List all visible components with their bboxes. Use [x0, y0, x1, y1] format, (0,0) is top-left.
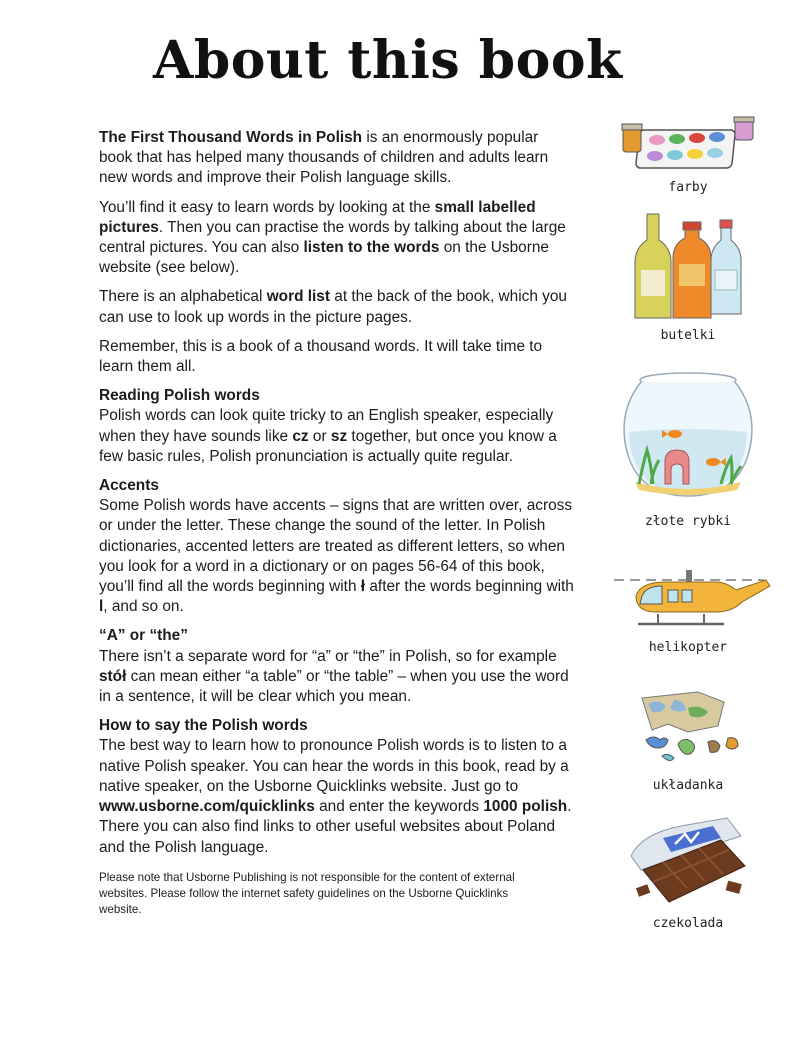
- articles-paragraph: [99, 647, 574, 708]
- text: or: [308, 427, 331, 445]
- text: together, but once you know a few basic rules, Polish pronunciation is actually quite regular.: [99, 427, 557, 465]
- fishbowl-icon: [613, 372, 763, 502]
- safety-note: Please note that Usborne Publishing is not responsible for the content of external websites. Please follow the internet safety guidelines on the Usborne Quicklinks website.: [99, 870, 515, 916]
- caption-bottles: butelki: [660, 328, 716, 343]
- helicopter-picture: [608, 562, 768, 634]
- paints-icon: [613, 116, 763, 178]
- keywords: 1000 polish: [483, 798, 568, 816]
- intro-paragraph-2: [99, 198, 574, 279]
- text: can mean either “a table” or “the table” – when you use the word in a sentence, it will be clear which you mean.: [99, 667, 569, 706]
- puzzle-picture: [608, 690, 768, 766]
- reading-paragraph: [99, 406, 574, 467]
- text: on the Usborne website (see below).: [99, 239, 549, 277]
- caption-puzzle: układanka: [652, 778, 724, 793]
- book-title-bold: The First Thousand Words in Polish: [99, 129, 363, 146]
- accents-heading: Accents: [99, 477, 159, 495]
- text: Polish words can look quite tricky to an English speaker, especially when they have sounds like: [99, 407, 554, 445]
- text: . Then you can practise the words by talking about the large central pictures. You can also: [99, 218, 566, 257]
- caption-paints: farby: [668, 180, 708, 195]
- intro-text: is an enormously popular book that has helped many thousands of children and adults learn new words and improve their Polish language skills.: [99, 129, 549, 187]
- paints-picture: [608, 116, 768, 178]
- chocolate-picture: [608, 816, 768, 908]
- text: You’ll find it easy to learn words by looking at the: [99, 198, 435, 216]
- text: Some Polish words have accents – signs that are written over, across or under the letter. These change the sound of the letter. In Polish dictionaries, accented letters are treated as different letters, so when you look for a word in a dictionary or on pages 56-64 of this book, you’ll find all the words beginning with: [99, 497, 573, 596]
- text: after the words beginning with: [365, 578, 574, 596]
- page-title: About this book: [153, 30, 623, 91]
- text: . There you can also find links to other useful websites about Poland and the Polish language.: [99, 798, 572, 856]
- emphasis: small labelled pictures: [99, 198, 536, 236]
- text: There isn’t a separate word for “a” or “the” in Polish, so for example: [99, 647, 557, 665]
- quicklinks-url[interactable]: www.usborne.com/quicklinks: [99, 798, 315, 816]
- helicopter-icon: [608, 562, 778, 634]
- accents-paragraph: [99, 496, 574, 617]
- puzzle-icon: [628, 690, 748, 766]
- text: at the back of the book, which you can use to look up words in the picture pages.: [99, 288, 567, 326]
- emphasis: word list: [266, 288, 330, 306]
- text: The best way to learn how to pronounce Polish words is to listen to a native Polish speaker. You can hear the words in this book, read by a native speaker, on the Usborne Quicklinks website. Just go to: [99, 737, 569, 795]
- articles-heading: “A” or “the”: [99, 627, 188, 645]
- caption-fishbowl: złote rybki: [644, 514, 732, 529]
- emphasis: cz: [292, 427, 309, 445]
- caption-helicopter: helikopter: [648, 640, 728, 655]
- bottles-icon: [623, 212, 753, 322]
- text: , and so on.: [103, 598, 184, 616]
- emphasis: sz: [330, 427, 348, 445]
- caption-chocolate: czekolada: [652, 916, 724, 931]
- emphasis: listen to the words: [303, 239, 440, 257]
- emphasis: stół: [99, 667, 127, 685]
- intro-paragraph-4: Remember, this is a book of a thousand words. It will take time to learn them all.: [99, 337, 543, 376]
- emphasis: ł: [360, 578, 366, 596]
- fishbowl-picture: [608, 372, 768, 502]
- intro-paragraph-1: [99, 128, 574, 189]
- emphasis: l: [99, 598, 104, 616]
- reading-heading: Reading Polish words: [99, 387, 260, 405]
- howto-paragraph: [99, 736, 574, 857]
- body-text: [99, 128, 574, 927]
- bottles-picture: [608, 212, 768, 322]
- howto-heading: How to say the Polish words: [99, 717, 308, 735]
- text: There is an alphabetical: [99, 288, 267, 306]
- intro-paragraph-3: [99, 287, 574, 327]
- text: and enter the keywords: [314, 798, 484, 816]
- chocolate-icon: [623, 816, 753, 908]
